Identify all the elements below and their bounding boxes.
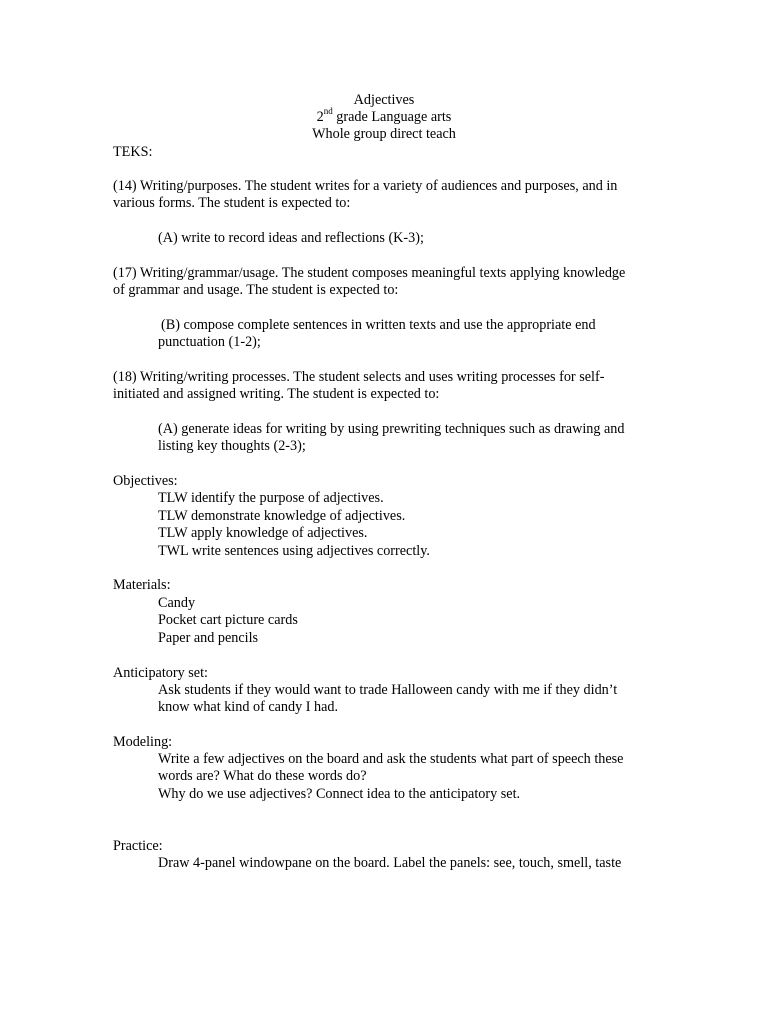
grade-number: 2 [316,109,324,125]
teks-17-line-1: (17) Writing/grammar/usage. The student composes meaningful texts applying knowledge [113,265,626,281]
teks-18-a-line-1: (A) generate ideas for writing by using prewriting techniques such as drawing and [158,421,625,437]
practice-line-1: Draw 4-panel windowpane on the board. Label the panels: see, touch, smell, taste [158,855,622,871]
material-item: Pocket cart picture cards [158,612,298,628]
teks-17-line-2: of grammar and usage. The student is expected to: [113,282,399,298]
teks-18-line-1: (18) Writing/writing processes. The student selects and uses writing processes for self- [113,369,605,385]
modeling-line-2: words are? What do these words do? [158,768,367,784]
material-item: Candy [158,595,196,611]
grade-line [0,106,768,126]
anticipatory-line-1: Ask students if they would want to trade Halloween candy with me if they didn’t [158,682,618,698]
material-item: Paper and pencils [158,630,259,646]
objective-item: TLW apply knowledge of adjectives. [158,525,368,541]
objective-item: TWL write sentences using adjectives correctly. [158,543,430,559]
teks-17-b-line-2: punctuation (1-2); [158,334,261,350]
practice-heading: Practice: [113,838,163,854]
anticipatory-heading: Anticipatory set: [113,665,208,681]
lesson-format: Whole group direct teach [312,126,456,142]
teks-14-line-2: various forms. The student is expected to: [113,195,351,211]
modeling-line-1: Write a few adjectives on the board and ask the students what part of speech these [158,751,624,767]
grade-subject: grade Language arts [332,109,452,125]
teks-18-line-2: initiated and assigned writing. The student is expected to: [113,386,440,402]
document-title: Adjectives [353,92,415,108]
teks-14-a: (A) write to record ideas and reflections (K-3); [158,230,424,246]
objective-item: TLW demonstrate knowledge of adjectives. [158,508,406,524]
modeling-line-3: Why do we use adjectives? Connect idea to the anticipatory set. [158,786,521,802]
grade-ordinal: nd [323,106,333,117]
teks-heading: TEKS: [113,144,153,160]
objective-item: TLW identify the purpose of adjectives. [158,490,384,506]
teks-17-b-line-1: (B) compose complete sentences in written texts and use the appropriate end [161,317,596,333]
objectives-heading: Objectives: [113,473,178,489]
modeling-heading: Modeling: [113,734,173,750]
anticipatory-line-2: know what kind of candy I had. [158,699,339,715]
teks-18-a-line-2: listing key thoughts (2-3); [158,438,306,454]
materials-heading: Materials: [113,577,171,593]
teks-14-line-1: (14) Writing/purposes. The student writes for a variety of audiences and purposes, and in [113,178,618,194]
